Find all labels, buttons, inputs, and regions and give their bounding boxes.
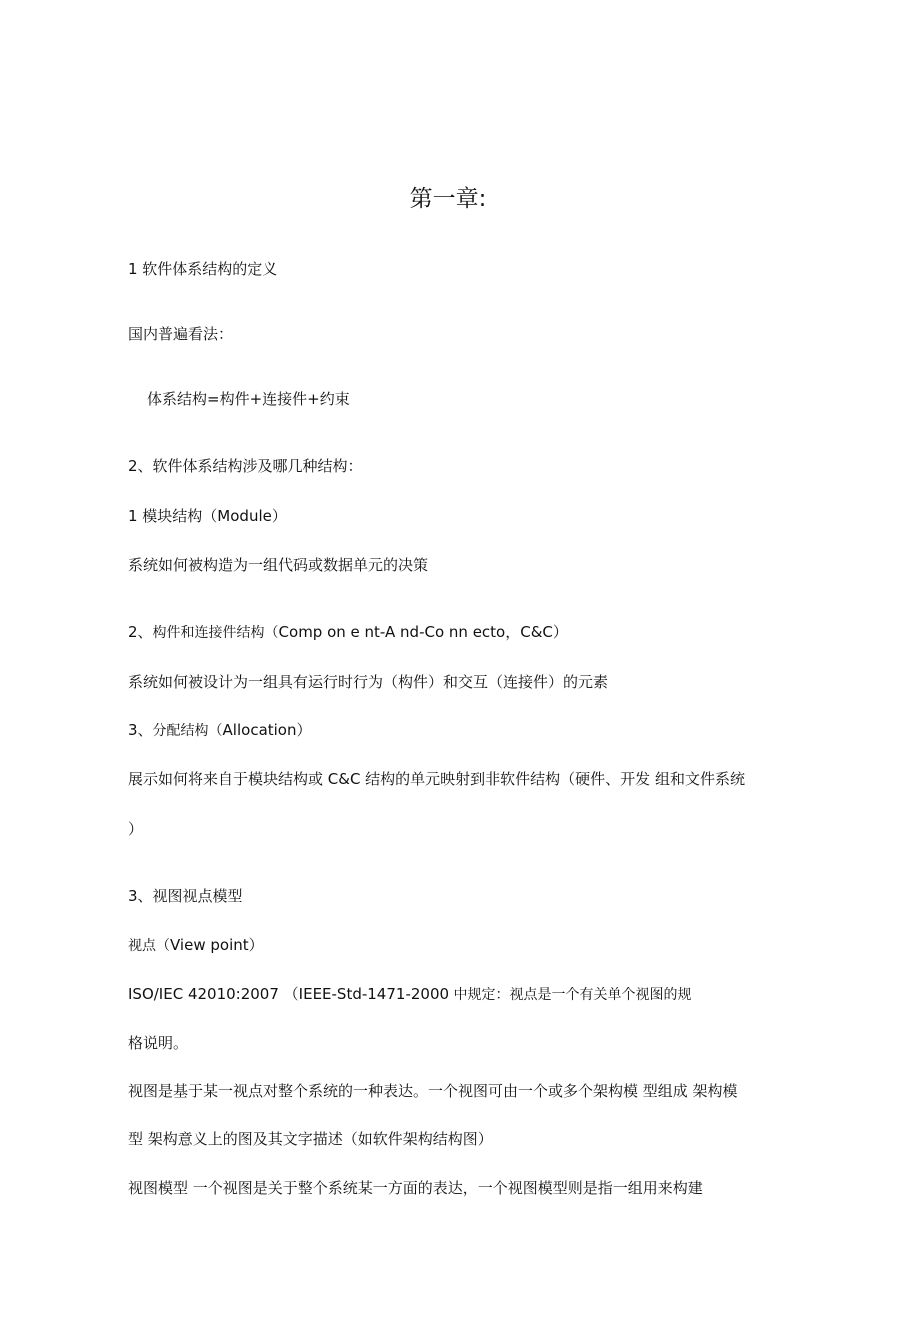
allocation-structure-description-end: ） [128,820,144,838]
module-structure-description: 系统如何被构造为一组代码或数据单元的决策 [128,556,429,574]
view-model-definition: 视图模型 一个视图是关于整个系统某一方面的表达，一个视图模型则是指一组用来构建 [128,1179,703,1197]
section-3-heading: 3、视图视点模型 [128,887,243,905]
viewpoint-definition: ISO/IEC 42010:2007 （IEEE-Std-1471-2000 中规定：视点是一个有关单个视图的规 [128,985,692,1003]
view-definition: 视图是基于某一视点对整个系统的一种表达。一个视图可由一个或多个架构模 型组成 架构模 [128,1082,738,1100]
domestic-view-label: 国内普遍看法： [128,325,234,343]
architecture-formula: 体系结构=构件+连接件+约束 [147,390,350,408]
cc-structure-description: 系统如何被设计为一组具有运行时行为（构件）和交互（连接件）的元素 [128,673,609,691]
module-structure-heading: 1 模块结构（Module） [128,507,287,525]
allocation-structure-description: 展示如何将来自于模块结构或 C&C 结构的单元映射到非软件结构（硬件、开发 组和文件系统 [128,770,745,788]
section-2-heading: 2、软件体系结构涉及哪几种结构： [128,457,363,475]
viewpoint-definition-end: 格说明。 [128,1034,189,1052]
view-definition-end: 型 架构意义上的图及其文字描述（如软件架构结构图） [128,1130,493,1148]
allocation-structure-heading: 3、分配结构（Allocation） [128,721,312,739]
chapter-title: 第一章: [409,186,487,212]
section-1-heading: 1 软件体系结构的定义 [128,260,278,278]
cc-structure-heading: 2、构件和连接件结构（Comp on e nt-A nd-Co nn ecto，C&C） [128,623,568,641]
viewpoint-heading: 视点（View point） [128,936,264,954]
